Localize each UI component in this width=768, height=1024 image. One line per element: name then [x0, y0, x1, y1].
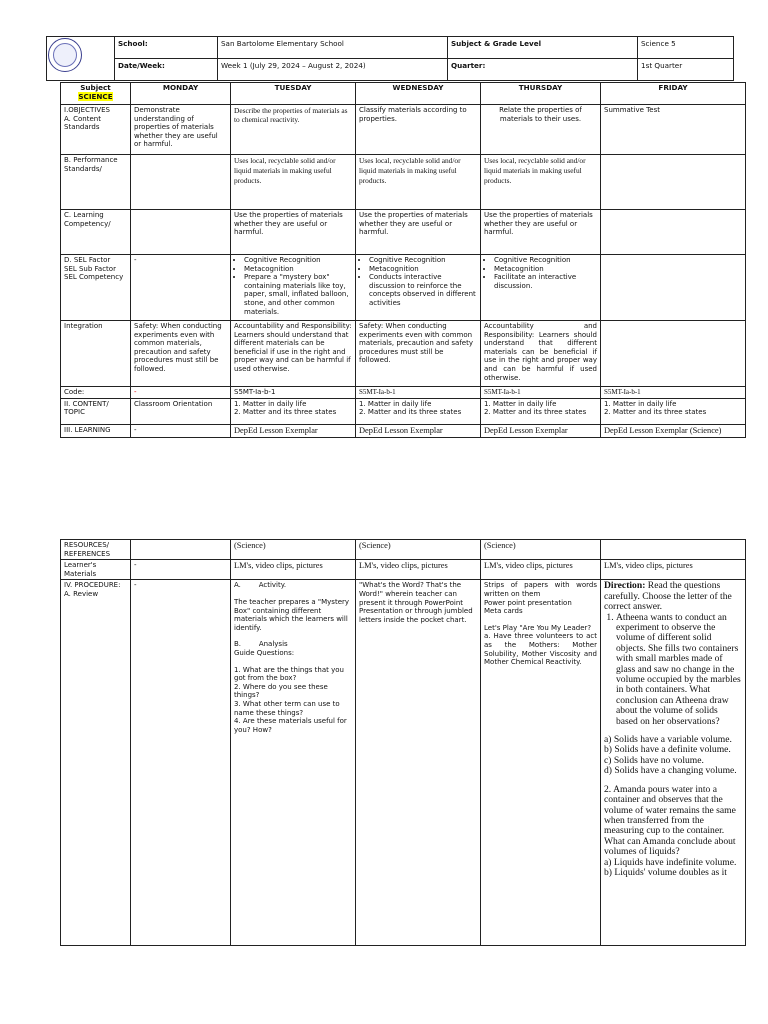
- science-highlight: SCIENCE: [78, 91, 113, 101]
- test-question: 2. Amanda pours water into a container and observes that the volume of water remains the same when transferred from the measuring cup to the container. What can Amanda conclude about volumes of liquids?: [604, 783, 736, 858]
- quarter-label: Quarter:: [448, 59, 638, 81]
- guide-question: 3. What other term can use to name these things?: [234, 699, 340, 717]
- sel-monday: -: [131, 255, 231, 321]
- lm-thursday: LM's, video clips, pictures: [481, 560, 601, 580]
- school-label: School:: [115, 37, 218, 59]
- list-item: • Prepare a "mystery box" containing materials like toy, paper, small, inflated balloon, stone, and other common materials.: [244, 273, 352, 316]
- subject-grade-label: Subject & Grade Level: [448, 37, 638, 59]
- content-friday: [601, 398, 746, 424]
- resources-tuesday: (Science): [231, 540, 356, 560]
- answer-choice: d) Solids have a changing volume.: [604, 765, 737, 777]
- objectives-title: I.OBJECTIVES: [64, 106, 110, 114]
- lm-monday: -: [131, 560, 231, 580]
- resources-monday: [131, 540, 231, 560]
- objectives-friday: Summative Test: [601, 105, 746, 155]
- integration-tuesday: Accountability and Responsibility: Learners should understand that different materials can be beneficial if use in the right and proper way and can be harmful if used otherwise.: [231, 321, 356, 387]
- content-monday: Classroom Orientation: [131, 398, 231, 424]
- content-thursday: [481, 398, 601, 424]
- competency-tuesday: Use the properties of materials whether they are useful or harmful.: [231, 210, 356, 255]
- code-tuesday: S5MT-Ia-b-1: [231, 387, 356, 399]
- logo-cell: [47, 37, 115, 81]
- integration-monday: Safety: When conducting experiments even with common materials, precaution and safety procedures must still be followed.: [131, 321, 231, 387]
- lesson-plan-table-part1: [60, 82, 746, 438]
- analysis-heading: B. Analysis: [234, 640, 288, 649]
- col-thursday: THURSDAY: [481, 83, 601, 105]
- performance-label: B. Performance Standards/: [61, 155, 131, 210]
- resources-label: RESOURCES/ REFERENCES: [61, 540, 131, 560]
- subject-label: Subject: [80, 83, 111, 92]
- topic-line: 1. Matter in daily life: [484, 399, 557, 408]
- objectives-wednesday: Classify materials according to properties.: [356, 105, 481, 155]
- topic-line: 1. Matter in daily life: [359, 399, 432, 408]
- school-value: San Bartolome Elementary School: [218, 37, 448, 59]
- activity-text: The teacher prepares a "Mystery Box" containing different materials which the learners will identify.: [234, 597, 350, 632]
- topic-line: 2. Matter and its three states: [359, 408, 462, 417]
- lesson-plan-table-part2: [60, 539, 746, 946]
- topic-line: 2. Matter and its three states: [234, 408, 337, 417]
- code-monday: -: [131, 387, 231, 399]
- competency-friday: [601, 210, 746, 255]
- lm-wednesday: LM's, video clips, pictures: [356, 560, 481, 580]
- code-wednesday: S5MT-Ia-b-1: [356, 387, 481, 399]
- date-week-label: Date/Week:: [115, 59, 218, 81]
- col-tuesday: TUESDAY: [231, 83, 356, 105]
- guide-questions-heading: Guide Questions:: [234, 648, 295, 657]
- competency-wednesday: Use the properties of materials whether they are useful or harmful.: [356, 210, 481, 255]
- header-info-table: [46, 36, 734, 81]
- procedure-title: IV. PROCEDURE:: [64, 581, 121, 590]
- competency-label: C. Learning Competency/: [61, 210, 131, 255]
- topic-line: 1. Matter in daily life: [604, 399, 677, 408]
- competency-monday: [131, 210, 231, 255]
- list-item: • Metacognition: [369, 265, 477, 274]
- lm-friday: LM's, video clips, pictures: [601, 560, 746, 580]
- integration-thursday: Accountability and Responsibility: Learners should understand that different materials can be beneficial if use in the right and proper way and can be harmful if used otherwise.: [481, 321, 601, 387]
- objectives-tuesday: Describe the properties of materials as to chemical reactivity.: [231, 105, 356, 155]
- procedure-thursday: [481, 580, 601, 946]
- learning-friday: DepEd Lesson Exemplar (Science): [601, 424, 746, 437]
- performance-wednesday: Uses local, recyclable solid and/or liquid materials in making useful products.: [356, 155, 481, 210]
- sel-competency-title: SEL Competency: [64, 273, 124, 282]
- direction-label: Direction:: [604, 580, 646, 592]
- lm-label: Learner's Materials: [61, 560, 131, 580]
- procedure-friday: [601, 580, 746, 946]
- resources-friday: [601, 540, 746, 560]
- topic-line: 2. Matter and its three states: [484, 408, 587, 417]
- list-item: • Cognitive Recognition: [244, 256, 352, 265]
- subject-grade-value: Science 5: [638, 37, 734, 59]
- sel-label: [61, 255, 131, 321]
- activity-heading: A. Activity.: [234, 581, 287, 590]
- code-label: Code:: [61, 387, 131, 399]
- topic-line: 2. Matter and its three states: [604, 408, 707, 417]
- learning-tuesday: DepEd Lesson Exemplar: [231, 424, 356, 437]
- list-item: • Conducts interactive discussion to reinforce the concepts observed in different activities: [369, 273, 477, 307]
- objectives-thursday: Relate the properties of materials to their uses.: [481, 105, 601, 155]
- quarter-value: 1st Quarter: [638, 59, 734, 81]
- list-item: • Cognitive Recognition: [369, 256, 477, 265]
- content-label: II. CONTENT/ TOPIC: [61, 398, 131, 424]
- test-question: 1. Atheena wants to conduct an experiment to observe the volume of different solid objects. She fills two containers with small marbles made of glass and saw no change in the volume occupied by the marbles in both containers. What conclusion can Atheena draw about the volume of solids based on her observations?: [616, 613, 742, 727]
- performance-tuesday: Uses local, recyclable solid and/or liquid materials in making useful products.: [231, 155, 356, 210]
- review-title: A. Review: [64, 589, 99, 598]
- game-title: Let's Play "Are You My Leader?: [484, 623, 592, 632]
- integration-friday: [601, 321, 746, 387]
- materials-line: Power point presentation: [484, 598, 572, 607]
- learning-wednesday: DepEd Lesson Exemplar: [356, 424, 481, 437]
- answer-choice: b) Solids have a definite volume.: [604, 744, 731, 756]
- content-wednesday: [356, 398, 481, 424]
- sel-subfactor-title: SEL Sub Factor: [64, 264, 116, 273]
- col-monday: MONDAY: [131, 83, 231, 105]
- game-instructions: a. Have three volunteers to act as the Mothers: Mother Solubility, Mother Viscosity and Mother Chemical Reactivity.: [484, 632, 597, 667]
- topic-line: 1. Matter in daily life: [234, 399, 307, 408]
- integration-wednesday: Safety: When conducting experiments even with common materials, precaution and safety procedures must still be followed.: [356, 321, 481, 387]
- competency-thursday: Use the properties of materials whether they are useful or harmful.: [481, 210, 601, 255]
- learning-monday: -: [131, 424, 231, 437]
- col-friday: FRIDAY: [601, 83, 746, 105]
- col-wednesday: WEDNESDAY: [356, 83, 481, 105]
- list-item: • Facilitate an interactive discussion.: [494, 273, 597, 290]
- content-standards-title: A. Content Standards: [64, 114, 101, 132]
- direction-text: [604, 581, 742, 612]
- list-item: • Cognitive Recognition: [494, 256, 597, 265]
- guide-question: 2. Where do you see these things?: [234, 682, 328, 700]
- sel-friday: [601, 255, 746, 321]
- performance-monday: [131, 155, 231, 210]
- list-item: • Metacognition: [244, 265, 352, 274]
- sel-factor-title: D. SEL Factor: [64, 256, 111, 264]
- word-game-text: "What's the Word? That's the Word!" wherein teacher can present it through PowerPoint Presentation or through jumbled: [359, 581, 473, 616]
- answer-choice: c) Solids have no volume.: [604, 754, 704, 766]
- resources-thursday: (Science): [481, 540, 601, 560]
- guide-question: 1. What are the things that you got from the box?: [234, 665, 344, 683]
- content-tuesday: [231, 398, 356, 424]
- objectives-label: [61, 105, 131, 155]
- procedure-wednesday: [356, 580, 481, 946]
- performance-thursday: Uses local, recyclable solid and/or liquid materials in making useful products.: [481, 155, 601, 210]
- procedure-monday: -: [131, 580, 231, 946]
- guide-question: 4. Are these materials useful for you? How?: [234, 717, 347, 734]
- sel-tuesday: [231, 255, 356, 321]
- code-thursday: S5MT-Ia-b-1: [481, 387, 601, 399]
- sel-wednesday: [356, 255, 481, 321]
- list-item: • Metacognition: [494, 265, 597, 274]
- resources-wednesday: (Science): [356, 540, 481, 560]
- objectives-monday: Demonstrate understanding of properties of materials whether they are useful or harmful.: [131, 105, 231, 155]
- date-week-value: Week 1 (July 29, 2024 – August 2, 2024): [218, 59, 448, 81]
- sel-thursday: [481, 255, 601, 321]
- procedure-tuesday: [231, 580, 356, 946]
- answer-choice: a) Solids have a variable volume.: [604, 734, 732, 746]
- code-friday: S5MT-Ia-b-1: [601, 387, 746, 399]
- learning-thursday: DepEd Lesson Exemplar: [481, 424, 601, 437]
- procedure-label: [61, 580, 131, 946]
- answer-choice: b) Liquids' volume doubles as it: [604, 866, 727, 878]
- materials-line: Meta cards: [484, 607, 523, 616]
- materials-line: Strips of papers with words written on them: [484, 581, 597, 598]
- word-game-text: letters inside the pocket chart.: [359, 615, 467, 624]
- learning-label: III. LEARNING: [61, 424, 131, 437]
- performance-friday: [601, 155, 746, 210]
- integration-label: Integration: [61, 321, 131, 387]
- direction-body: Read the questions carefully. Choose the letter of the correct answer.: [604, 580, 732, 613]
- subject-header-cell: [61, 83, 131, 105]
- lm-tuesday: LM's, video clips, pictures: [231, 560, 356, 580]
- answer-choice: a) Liquids have indefinite volume.: [604, 856, 737, 868]
